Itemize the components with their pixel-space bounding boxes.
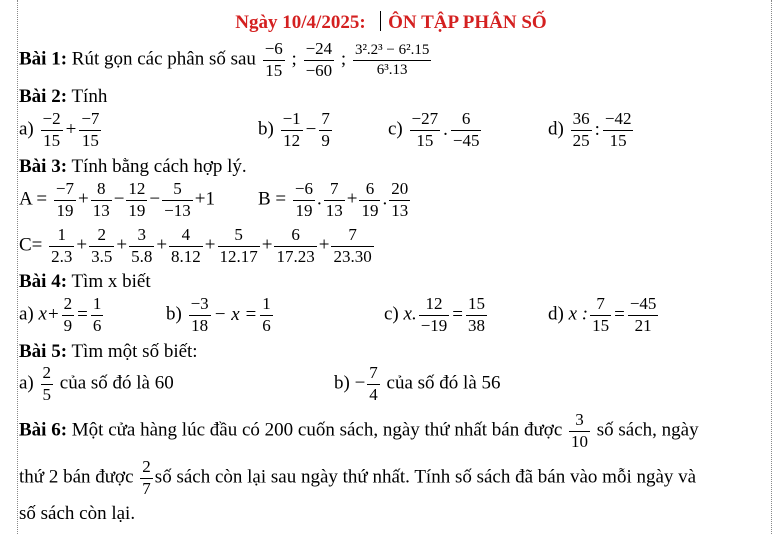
exercise-5-label: Bài 5:: [19, 341, 68, 362]
fraction: [263, 40, 285, 80]
exercise-6-text-4: số sách còn lại sau ngày thứ nhất. Tính số sách đã bán vào mỗi ngày và: [154, 466, 697, 488]
separator: ;: [340, 48, 347, 70]
fraction: [189, 295, 211, 335]
exercise-6-text-3: thứ 2 bán được: [19, 466, 134, 488]
item-label: b): [258, 118, 274, 140]
fraction: [590, 295, 611, 335]
item-label: d): [548, 303, 564, 325]
numerator: 3: [129, 226, 154, 247]
fraction: [54, 180, 76, 220]
operator: − x =: [213, 303, 258, 325]
numerator: 7: [367, 364, 380, 385]
exercise-4d: [548, 295, 660, 335]
numerator: −45: [628, 295, 659, 316]
numerator: −7: [54, 180, 76, 201]
denominator: 15: [43, 130, 61, 150]
fraction: [41, 364, 54, 404]
operator: +: [47, 303, 59, 325]
denominator: −60: [305, 60, 333, 80]
numerator: 3: [569, 411, 590, 432]
denominator: 5.8: [131, 246, 153, 266]
fraction: [466, 295, 487, 335]
denominator: 6: [92, 315, 102, 335]
fraction: [140, 458, 153, 498]
denominator: −45: [452, 130, 480, 150]
fraction: [304, 40, 335, 80]
lhs: A =: [19, 188, 48, 210]
denominator: 6³.13: [376, 61, 408, 78]
exercise-2-heading: [19, 87, 107, 106]
exercise-1: [19, 40, 433, 80]
exercise-2-text: Tính: [71, 86, 108, 107]
denominator: 8.12: [171, 246, 201, 266]
exercise-3-text: Tính bằng cách hợp lý.: [71, 156, 247, 177]
fraction: [169, 226, 203, 266]
item-label: d): [548, 118, 564, 140]
denominator: 19: [56, 200, 74, 220]
fraction: [419, 295, 450, 335]
denominator: 23.30: [333, 246, 372, 266]
exercise-6-line-1: [19, 411, 699, 451]
item-label: b): [166, 303, 182, 325]
fraction: [91, 295, 104, 335]
exercise-6-text-2: số sách, ngày: [596, 419, 699, 441]
operator: :: [594, 118, 600, 140]
exercise-2a: [19, 110, 103, 150]
fraction: [389, 180, 410, 220]
fraction: [260, 295, 273, 335]
denominator: 25: [572, 130, 590, 150]
fraction: [603, 110, 634, 150]
fraction: [319, 110, 332, 150]
exercise-6-text-1: Một cửa hàng lúc đầu có 200 cuốn sách, ngày thứ nhất bán được: [71, 419, 563, 441]
variable: x: [38, 303, 47, 325]
numerator: 12: [419, 295, 450, 316]
item-label: c): [384, 303, 399, 325]
numerator: −42: [603, 110, 634, 131]
fraction: [293, 180, 315, 220]
denominator: 6: [262, 315, 271, 335]
denominator: 15: [81, 130, 99, 150]
fraction: [331, 226, 373, 266]
numerator: 20: [389, 180, 410, 201]
expression-C: C= $\frac{1}{2.3}$ + $\frac{2}{3.5}$ + $\frac{3}{5.8}$ + $\frac{4}{8.12}$ + $\frac{5}{12.17}$ + $\frac{6}{17.23}$ + $\frac{7}{23.30}$: [19, 225, 372, 266]
equals: =: [452, 303, 464, 325]
fraction: [410, 110, 441, 150]
exercise-6-line-3: [19, 504, 135, 523]
page-margin-left: [17, 0, 18, 534]
numerator: −2: [41, 110, 63, 131]
fraction: [359, 180, 380, 220]
fraction: [49, 226, 74, 266]
exercise-4a: [19, 295, 105, 335]
denominator: 10: [571, 431, 589, 451]
denominator: 15: [265, 60, 283, 80]
fraction: [324, 180, 345, 220]
fraction: [569, 411, 590, 451]
denominator: 19: [361, 200, 379, 220]
fraction: [451, 110, 482, 150]
denominator: 12: [283, 130, 301, 150]
fraction: [218, 226, 260, 266]
title-date: Ngày 10/4/2025:: [235, 12, 366, 33]
numerator: 7: [590, 295, 611, 316]
page-title: [0, 11, 782, 34]
numerator: −3: [189, 295, 211, 316]
exercise-4-text: Tìm x biết: [71, 271, 151, 292]
equals: =: [614, 303, 625, 325]
item-label: a): [19, 118, 34, 140]
numerator: 6: [451, 110, 482, 131]
item-label: c): [388, 118, 403, 140]
denominator: 5: [42, 384, 52, 404]
fraction: [79, 110, 101, 150]
exercise-1-text: Rút gọn các phân số sau: [71, 48, 256, 70]
exercise-6-text-5: số sách còn lại.: [19, 503, 136, 524]
variable: x.: [403, 303, 417, 325]
numerator: 6: [359, 180, 380, 201]
expression-A: A = $\frac{-7}{19}$ + $\frac{8}{13}$ − $\frac{12}{19}$ − $\frac{5}{-13}$ +1: [19, 179, 215, 220]
denominator: 2.3: [51, 246, 73, 266]
denominator: 9: [63, 315, 73, 335]
item-text: của số đó là 56: [386, 372, 501, 394]
operator: .: [443, 118, 448, 140]
numerator: −6: [263, 40, 285, 61]
denominator: 3.5: [91, 246, 113, 266]
numerator: −1: [281, 110, 303, 131]
numerator: 2: [140, 458, 153, 479]
fraction: [41, 110, 63, 150]
numerator: 6: [274, 226, 316, 247]
exercise-4-label: Bài 4:: [19, 271, 68, 292]
fraction: [162, 180, 193, 220]
fraction: [126, 180, 147, 220]
numerator: −27: [410, 110, 441, 131]
fraction: [281, 110, 303, 150]
numerator: −6: [293, 180, 315, 201]
exercise-5-heading: [19, 342, 198, 361]
numerator: 2: [41, 364, 54, 385]
denominator: 15: [416, 130, 434, 150]
numerator: 15: [466, 295, 487, 316]
denominator: 38: [468, 315, 486, 335]
exercise-3-label: Bài 3:: [19, 156, 68, 177]
numerator: 2: [62, 295, 75, 316]
numerator: 1: [49, 226, 74, 247]
denominator: 17.23: [276, 246, 315, 266]
numerator: 12: [126, 180, 147, 201]
denominator: 21: [634, 315, 652, 335]
numerator: −7: [79, 110, 101, 131]
exercise-5b: [334, 364, 501, 404]
title-topic: ÔN TẬP PHÂN SỐ: [388, 12, 547, 33]
denominator: 19: [128, 200, 146, 220]
fraction: [129, 226, 154, 266]
operator: −: [305, 118, 317, 140]
denominator: 19: [295, 200, 313, 220]
denominator: 15: [592, 315, 610, 335]
exercise-2c: [388, 110, 483, 150]
numerator: 7: [331, 226, 373, 247]
numerator: 5: [162, 180, 193, 201]
fraction: [274, 226, 316, 266]
page-margin-right: [771, 0, 772, 534]
item-text: của số đó là 60: [59, 372, 174, 394]
lhs: C=: [19, 234, 43, 256]
denominator: 4: [369, 384, 378, 404]
lhs: B =: [258, 188, 287, 210]
fraction: [353, 42, 431, 78]
fraction: [62, 295, 75, 335]
numerator: 1: [91, 295, 104, 316]
denominator: 9: [321, 130, 330, 150]
exercise-1-label: Bài 1:: [19, 48, 68, 70]
fraction: [91, 180, 112, 220]
numerator: −24: [304, 40, 335, 61]
equals: =: [77, 303, 88, 325]
exercise-3-heading: [19, 157, 247, 176]
exercise-5-text: Tìm một số biết:: [71, 341, 198, 362]
exercise-2d: [548, 110, 635, 150]
denominator: 12.17: [219, 246, 258, 266]
numerator: 7: [319, 110, 332, 131]
tail: +1: [194, 188, 215, 210]
item-label: b): [334, 372, 350, 394]
exercise-2-label: Bài 2:: [19, 86, 68, 107]
fraction: [89, 226, 114, 266]
denominator: 13: [92, 200, 110, 220]
numerator: 1: [260, 295, 273, 316]
text-cursor: [380, 11, 381, 31]
exercise-4c: [384, 295, 489, 335]
numerator: 5: [218, 226, 260, 247]
exercise-4-heading: [19, 272, 151, 291]
denominator: 15: [609, 130, 627, 150]
item-label: a): [19, 372, 34, 394]
numerator: 36: [571, 110, 592, 131]
numerator: 8: [91, 180, 112, 201]
fraction: [628, 295, 659, 335]
variable: x :: [568, 303, 589, 325]
exercise-4b: [166, 295, 275, 335]
denominator: 7: [142, 478, 151, 498]
fraction: [367, 364, 380, 404]
denominator: 13: [325, 200, 343, 220]
denominator: 13: [391, 200, 409, 220]
exercise-5a: [19, 364, 174, 404]
exercise-6-line-2: [19, 458, 696, 498]
numerator: 4: [169, 226, 203, 247]
fraction: [571, 110, 592, 150]
operator: +: [65, 118, 77, 140]
expression-B: B = $\frac{-6}{19}$ . $\frac{7}{13}$ + $\frac{6}{19}$ . $\frac{20}{13}$: [258, 179, 409, 220]
denominator: −13: [164, 200, 191, 220]
denominator: −19: [420, 315, 448, 335]
item-label: a): [19, 303, 34, 325]
exercise-6-label: Bài 6:: [19, 419, 68, 441]
numerator: 3².2³ − 6².15: [353, 42, 431, 61]
sign: −: [354, 372, 366, 394]
separator: ;: [291, 48, 297, 70]
numerator: 2: [89, 226, 114, 247]
denominator: 18: [191, 315, 209, 335]
exercise-2b: [258, 110, 334, 150]
numerator: 7: [324, 180, 345, 201]
